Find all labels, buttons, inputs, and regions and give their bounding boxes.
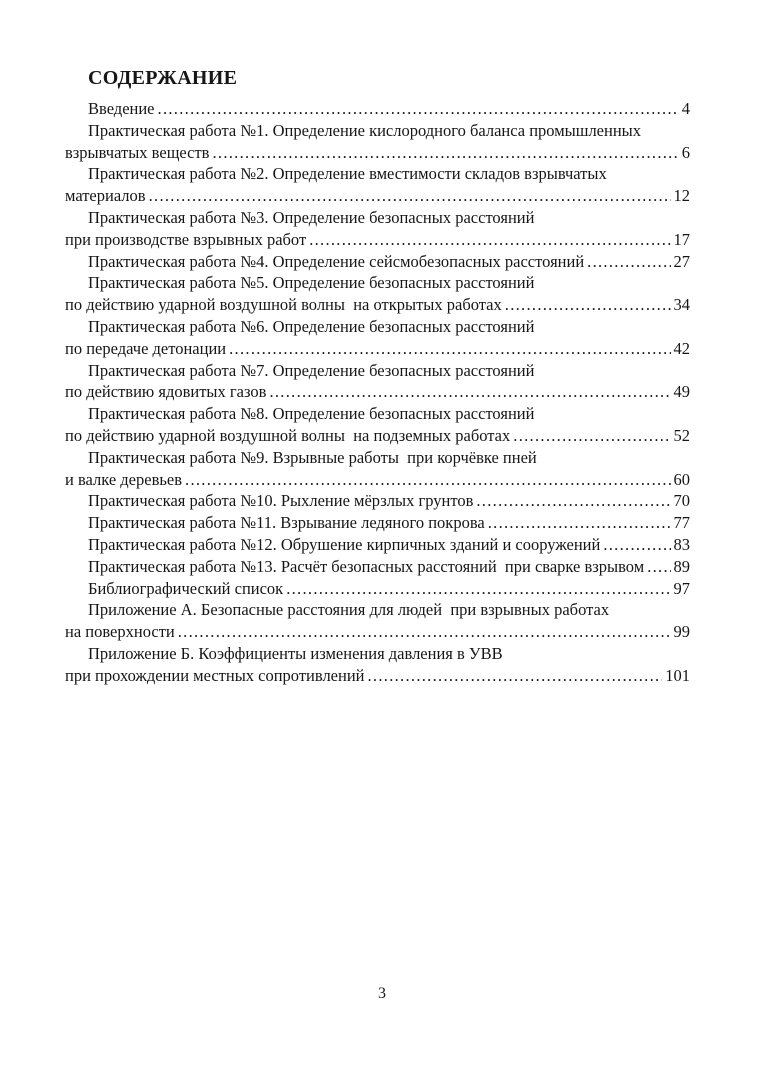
toc-entry-page-number: 34 xyxy=(673,295,690,315)
dot-leader xyxy=(488,512,671,534)
toc-entry-title: по действию ударной воздушной волны на открытых работах xyxy=(65,295,502,315)
toc-entry-title: по действию ударной воздушной волны на подземных работах xyxy=(65,425,511,445)
dot-leader xyxy=(158,98,679,120)
toc-entry-last-line xyxy=(65,98,690,120)
toc-entry-title: Практическая работа №13. Расчёт безопасных расстояний при сварке взрывом xyxy=(88,556,645,576)
toc-entry[interactable] xyxy=(65,251,690,273)
toc-entry-page-number: 17 xyxy=(673,229,690,249)
toc-entry-title: на поверхности xyxy=(65,622,175,642)
toc-entry-title-line1: Практическая работа №6. Определение безопасных расстояний xyxy=(88,316,535,336)
toc-entry[interactable] xyxy=(65,316,690,360)
toc-entry-page-number: 97 xyxy=(673,578,690,598)
toc-entry[interactable] xyxy=(65,163,690,207)
page-footer xyxy=(0,984,764,1004)
toc-entry-title: материалов xyxy=(65,186,146,206)
toc-entry-title: Практическая работа №10. Рыхление мёрзлых грунтов xyxy=(88,491,474,511)
toc-entry-title-line1: Практическая работа №5. Определение безопасных расстояний xyxy=(88,273,535,293)
toc-entry-last-line xyxy=(65,425,690,447)
toc-entry-title: Введение xyxy=(88,99,155,118)
toc-entry-last-line xyxy=(65,621,690,643)
toc-entry-page-number: 60 xyxy=(673,469,690,489)
toc-entry-title: и валке деревьев xyxy=(65,469,183,489)
toc-entry-title: по передаче детонации xyxy=(65,338,227,358)
toc-entry[interactable] xyxy=(65,490,690,512)
toc-entry-page-number: 77 xyxy=(673,513,690,533)
page-content xyxy=(65,68,690,687)
dot-leader xyxy=(178,621,671,643)
toc-entry-last-line xyxy=(65,534,690,556)
toc-entry-title: Практическая работа №11. Взрывание ледяного покрова xyxy=(88,513,485,533)
toc-entry-last-line xyxy=(65,142,690,164)
toc-entry-title-line1: Практическая работа №9. Взрывные работы при корчёвке пней xyxy=(88,447,537,467)
page-title: СОДЕРЖАНИЕ xyxy=(88,67,238,89)
dot-leader xyxy=(309,229,670,251)
toc-entry-last-line xyxy=(65,338,690,360)
toc-entry-page-number: 101 xyxy=(665,665,690,685)
toc-entry-title: взрывчатых веществ xyxy=(65,142,210,162)
toc-entry-title: Библиографический список xyxy=(88,578,284,598)
toc-entry-last-line xyxy=(65,490,690,512)
toc-entry-page-number: 70 xyxy=(673,491,690,511)
dot-leader xyxy=(513,425,670,447)
dot-leader xyxy=(587,251,670,273)
toc-entry[interactable] xyxy=(65,403,690,447)
toc-entry-last-line xyxy=(65,294,690,316)
toc-entry-page-number: 89 xyxy=(673,556,690,576)
dot-leader xyxy=(286,578,670,600)
toc-entry-title-line1: Практическая работа №1. Определение кислородного баланса промышленных xyxy=(88,120,641,140)
dot-leader xyxy=(476,490,670,512)
dot-leader xyxy=(229,338,670,360)
toc-entry-last-line xyxy=(65,381,690,403)
toc-entry-title: Практическая работа №12. Обрушение кирпичных зданий и сооружений xyxy=(88,534,601,554)
toc-entry[interactable] xyxy=(65,207,690,251)
toc-entry-last-line xyxy=(65,469,690,491)
toc-entry-page-number: 12 xyxy=(673,186,690,206)
dot-leader xyxy=(505,294,671,316)
toc-entry-last-line xyxy=(65,229,690,251)
toc-entry-page-number: 6 xyxy=(681,142,690,162)
table-of-contents xyxy=(65,98,690,687)
toc-entry-title: по действию ядовитых газов xyxy=(65,382,267,402)
toc-entry[interactable] xyxy=(65,120,690,164)
toc-entry-title-line1: Приложение А. Безопасные расстояния для людей при взрывных работах xyxy=(88,600,610,620)
toc-entry-title-line1: Практическая работа №2. Определение вместимости складов взрывчатых xyxy=(88,164,607,184)
toc-entry-last-line xyxy=(65,251,690,273)
toc-entry[interactable] xyxy=(65,447,690,491)
toc-entry-page-number: 99 xyxy=(673,622,690,642)
toc-entry[interactable] xyxy=(65,272,690,316)
toc-entry-page-number: 4 xyxy=(681,99,690,118)
dot-leader xyxy=(647,556,670,578)
toc-entry-title: при прохождении местных сопротивлений xyxy=(65,665,365,685)
dot-leader xyxy=(185,469,670,491)
dot-leader xyxy=(368,665,663,687)
toc-entry-title: Практическая работа №4. Определение сейсмобезопасных расстояний xyxy=(88,251,585,271)
dot-leader xyxy=(269,381,670,403)
toc-entry-last-line xyxy=(65,556,690,578)
toc-entry-title-line1: Практическая работа №7. Определение безопасных расстояний xyxy=(88,360,535,380)
toc-entry[interactable] xyxy=(65,643,690,687)
toc-entry-last-line xyxy=(65,512,690,534)
dot-leader xyxy=(149,185,671,207)
toc-entry[interactable] xyxy=(65,578,690,600)
toc-entry[interactable] xyxy=(65,360,690,404)
toc-entry-last-line xyxy=(65,578,690,600)
page-number: 3 xyxy=(378,985,386,1002)
toc-entry-page-number: 42 xyxy=(673,338,690,358)
dot-leader xyxy=(212,142,678,164)
toc-entry[interactable] xyxy=(65,556,690,578)
toc-entry-page-number: 27 xyxy=(673,251,690,271)
toc-entry-last-line xyxy=(65,185,690,207)
toc-entry-page-number: 49 xyxy=(673,382,690,402)
toc-entry-page-number: 83 xyxy=(673,534,690,554)
toc-entry[interactable] xyxy=(65,534,690,556)
toc-entry[interactable] xyxy=(65,98,690,120)
toc-entry[interactable] xyxy=(65,512,690,534)
dot-leader xyxy=(603,534,670,556)
toc-entry-title: при производстве взрывных работ xyxy=(65,229,307,249)
toc-entry-title-line1: Практическая работа №8. Определение безопасных расстояний xyxy=(88,404,535,424)
toc-entry[interactable] xyxy=(65,599,690,643)
toc-entry-title-line1: Приложение Б. Коэффициенты изменения давления в УВВ xyxy=(88,643,503,663)
toc-entry-last-line xyxy=(65,665,690,687)
toc-entry-title-line1: Практическая работа №3. Определение безопасных расстояний xyxy=(88,207,535,227)
toc-entry-page-number: 52 xyxy=(673,425,690,445)
